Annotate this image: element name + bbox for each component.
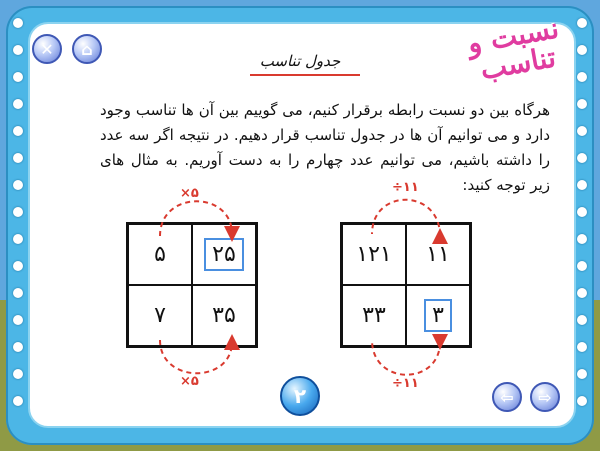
page-number-badge: ۲ [280, 376, 320, 416]
left-table-cell-top-right: ۲۵ [192, 224, 256, 285]
arrow-right-icon: ⇨ [538, 387, 552, 407]
lesson-paragraph: هرگاه بین دو نسبت رابطه برقرار کنیم، می گوییم بین آن ها تناسب وجود دارد و می توانیم آن ها در جدول تناسب قرار دهیم. در نتیجه اگر سه عدد را داشته باشیم، می توانیم عدد چهارم را به دست آوریم. به مثال های زیر توجه کنید: [100, 101, 550, 194]
left-top-operation: ×۵ [180, 186, 199, 201]
frame-dots-right [576, 18, 588, 438]
left-proportion-table [126, 222, 258, 348]
left-table-cell-bottom-right: ۳۵ [192, 285, 256, 346]
next-button[interactable] [530, 382, 560, 412]
right-proportion-table [340, 222, 472, 348]
title-underline [250, 74, 360, 76]
right-top-operation: ÷۱۱ [392, 180, 419, 195]
left-table-cell-top-left: ۵ [128, 224, 192, 285]
left-bottom-operation: ×۵ [180, 374, 199, 389]
close-icon: ✕ [40, 39, 54, 59]
left-table-cell-bottom-left: ۷ [128, 285, 192, 346]
frame-dots-left [12, 18, 24, 438]
right-table-cell-bottom-left: ۳۳ [342, 285, 406, 346]
right-table-cell-bottom-right: ۳ [406, 285, 470, 346]
home-icon: ⌂ [81, 39, 93, 59]
page-title: جدول تناسب [259, 52, 341, 70]
right-bottom-operation: ÷۱۱ [392, 376, 419, 391]
lesson-logo: نسبت و تناسب [464, 11, 562, 87]
prev-button[interactable] [492, 382, 522, 412]
right-table-cell-top-right: ۱۱ [406, 224, 470, 285]
arrow-left-icon: ⇦ [500, 387, 514, 407]
right-table-cell-top-left: ۱۲۱ [342, 224, 406, 285]
